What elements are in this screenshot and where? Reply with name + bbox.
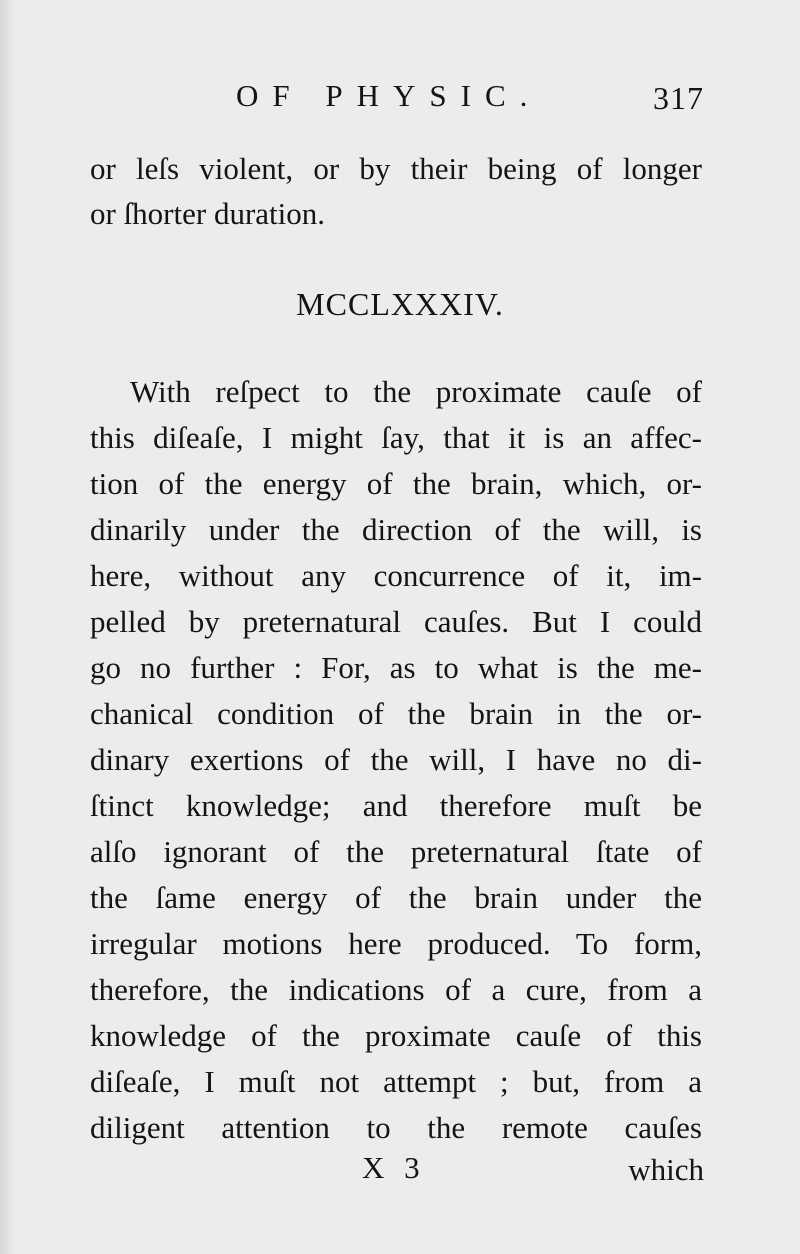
text-line: chanical condition of the brain in the or-: [90, 696, 702, 731]
text-line: ſtinct knowledge; and therefore muſt be: [90, 788, 702, 823]
text-line: knowledge of the proximate cauſe of this: [90, 1018, 702, 1053]
text-line: With reſpect to the proximate cauſe of: [130, 374, 702, 409]
page-edge-shadow: [0, 0, 14, 1254]
catchword: which: [628, 1152, 704, 1187]
signature-mark: X 3: [362, 1150, 426, 1185]
section-number: MCCLXXXIV.: [296, 286, 504, 322]
text-line: irregular motions here produced. To form,: [90, 926, 702, 961]
text-line: diligent attention to the remote cauſes: [90, 1110, 702, 1145]
text-line: tion of the energy of the brain, which, or-: [90, 466, 702, 501]
text-line: alſo ignorant of the preternatural ſtate of: [90, 834, 702, 869]
text-line: go no further : For, as to what is the me-: [90, 650, 702, 685]
text-line: the ſame energy of the brain under the: [90, 880, 702, 915]
text-line: here, without any concurrence of it, im-: [90, 558, 702, 593]
text-line: therefore, the indications of a cure, from a: [90, 972, 702, 1007]
text-line: or ſhorter duration.: [90, 196, 326, 231]
text-line: diſeaſe, I muſt not attempt ; but, from a: [90, 1064, 702, 1099]
page-number: 317: [653, 80, 704, 116]
text-line: or leſs violent, or by their being of longer: [90, 151, 702, 186]
text-line: this diſeaſe, I might ſay, that it is an affec-: [90, 420, 702, 455]
text-line: dinarily under the direction of the will, is: [90, 512, 702, 547]
text-line: dinary exertions of the will, I have no di-: [90, 742, 702, 777]
text-line: pelled by preternatural cauſes. But I could: [90, 604, 702, 639]
running-title: OF PHYSIC.: [236, 78, 542, 113]
